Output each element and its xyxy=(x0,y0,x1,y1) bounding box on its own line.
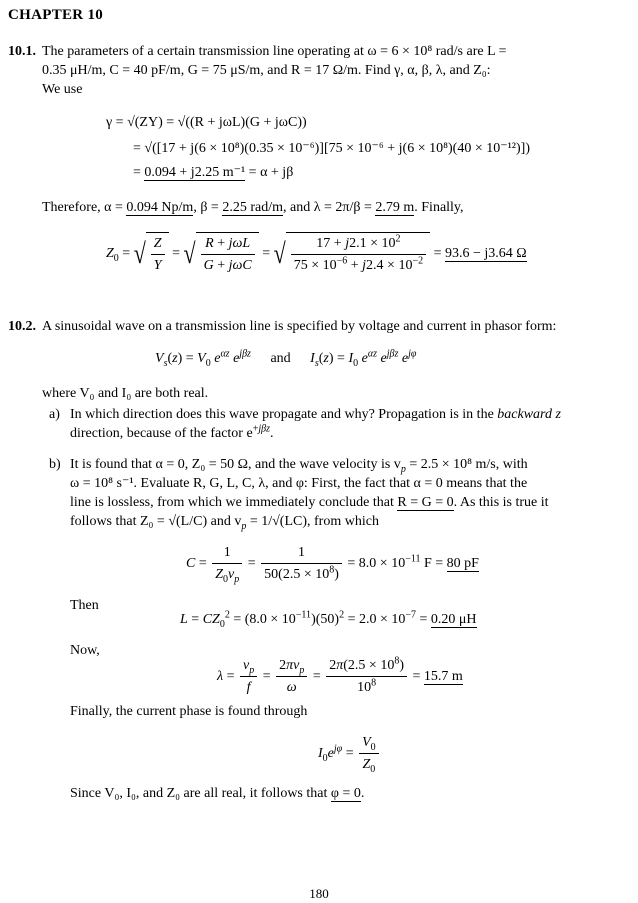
equation-phasor: $V_s(z) = V_0$ $e^{\alpha z}$ $e^{j\beta z}$ and $I_s(z) = I_0$ $e^{\alpha z}$ $e^{j\beta z}$ $e^{j\varphi}$ xyxy=(155,348,417,369)
equation-gamma-substituted: = √([17 + j(6 × 10⁸)(0.35 × 10⁻⁶)][75 × 10⁻⁶ + j(6 × 10⁸)(40 × 10⁻¹²)]) xyxy=(133,141,530,156)
equation-gamma-result: = 0.094 + j2.25 m⁻¹ = α + jβ xyxy=(133,165,294,180)
gamma-answer: 0.094 + j2.25 m⁻¹ xyxy=(144,165,246,180)
problem-10-2-line-1: A sinusoidal wave on a transmission line is specified by voltage and current in phasor form: xyxy=(42,319,557,334)
now-text: Now, xyxy=(70,643,100,658)
page-number: 180 xyxy=(309,886,329,901)
equation-wavelength: λ = $\frac{v_p}{f}$ = $\frac{2\pi v_p}{\omega}$ = $\frac{2\pi(2.5 \times 10^8)}{10^8}$ = 15.7 m xyxy=(217,655,463,695)
problem-10-1-line-3: We use xyxy=(42,82,83,97)
problem-number-10-2: 10.2. xyxy=(8,319,36,334)
part-b-label: b) xyxy=(49,457,61,472)
part-a-label: a) xyxy=(49,407,60,422)
rg-answer: R = G = 0 xyxy=(397,495,454,510)
equation-current-phase: $I_0e^{j\varphi}$ = $\frac{V_0}{Z_0}$ xyxy=(318,733,381,774)
phi-answer: φ = 0 xyxy=(330,786,361,801)
equation-gamma: γ = √(ZY) = √((R + jωL)(G + jωC)) xyxy=(106,115,307,130)
equation-inductance: $L = CZ_0^2 = (8.0 \times 10^{-11})(50)^2 = 2.0 \times 10^{-7} = 0.20$ μH xyxy=(180,609,477,630)
problem-10-2-where: where V₀ and I₀ are both real. xyxy=(42,386,209,401)
alpha-answer: 0.094 Np/m xyxy=(126,200,194,215)
beta-answer: 2.25 rad/m xyxy=(222,200,283,215)
l-answer: 0.20 μH xyxy=(430,612,477,627)
lambda-answer: 2.79 m xyxy=(375,200,415,215)
equation-capacitance: C = $\frac{1}{Z_0v_p}$ = $\frac{1}{50(2.5 \times 10^8)}$ = $8.0 \times 10^{-11}$ F = 80 pF xyxy=(186,545,479,585)
z0-answer: 93.6 − j3.64 Ω xyxy=(445,246,527,261)
problem-10-1-line-2: 0.35 μH/m, C = 40 pF/m, G = 75 μS/m, and R = 17 Ω/m. Find γ, α, β, λ, and Z₀: xyxy=(42,63,491,78)
part-b-line-3: line is lossless, from which we immediately conclude that R = G = 0. As this is true it xyxy=(70,495,549,510)
part-b-line-4: follows that Z₀ = √(L/C) and $v_p = 1/√(LC)$, from which xyxy=(70,514,379,532)
problem-number-10-1: 10.1. xyxy=(8,44,36,59)
problem-10-1-line-1: The parameters of a certain transmission line operating at ω = 6 × 10⁸ rad/s are L = xyxy=(42,44,507,59)
part-b-line-1: It is found that α = 0, Z₀ = 50 Ω, and the wave velocity is $v_p = 2.5 \times 10^8$ m/s, with xyxy=(70,457,528,475)
part-a-line-2: direction, because of the factor $e^{+j\beta z}$. xyxy=(70,423,274,441)
since-text: Since V₀, I₀, and Z₀ are all real, it follows that φ = 0. xyxy=(70,786,365,801)
part-b-line-2: ω = 10⁸ s⁻¹. Evaluate R, G, L, C, λ, and φ: First, the fact that α = 0 means that the xyxy=(70,476,528,491)
equation-z0: $Z_0$ = √ $\frac{Z}{Y}$ = √ $\frac{\text{R + jωL}}{\text{G + jωC}}$ = √ $\frac{17 + j2.1 \times 10^2}{75 \times 10^{-6} + j2.4 \times 10^{-2}}$ = 93.6 − j3.64 Ω xyxy=(106,233,527,273)
finally-text: Finally, the current phase is found through xyxy=(70,704,308,719)
chapter-heading: CHAPTER 10 xyxy=(8,7,104,23)
then-text: Then xyxy=(70,598,99,613)
problem-10-1-results-line: Therefore, α = 0.094 Np/m, β = 2.25 rad/m, and λ = 2π/β = 2.79 m. Finally, xyxy=(42,200,464,215)
wavelength-answer: 15.7 m xyxy=(423,669,463,684)
part-a-line-1: In which direction does this wave propagate and why? Propagation is in the backward z xyxy=(70,407,561,422)
c-answer: 80 pF xyxy=(446,556,479,571)
